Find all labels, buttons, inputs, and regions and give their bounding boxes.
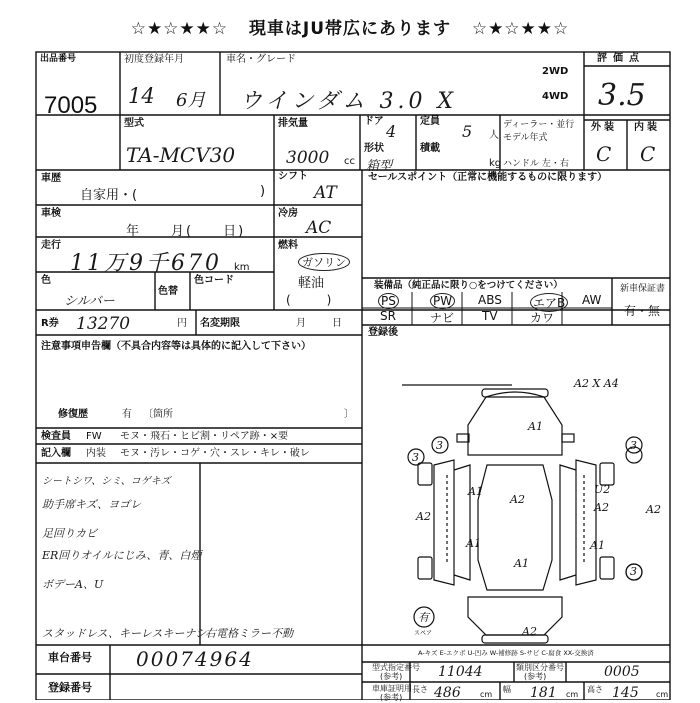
remark-2: 助手席キズ、ヨゴレ xyxy=(42,498,142,511)
aircon-label: 冷房 xyxy=(278,208,298,219)
repair-close: 〕 xyxy=(344,409,354,420)
load-unit: kg xyxy=(489,158,502,169)
tire-mark-fl: 3 xyxy=(436,439,443,452)
first-registration-label: 初度登録年月 xyxy=(124,54,184,65)
wheel-fl xyxy=(418,463,432,485)
score-value: 3.5 xyxy=(598,78,646,113)
tire-mark-rr: 3 xyxy=(630,565,637,578)
registration-number-label: 登録番号 xyxy=(48,681,92,694)
chassis-label: 車台番号 xyxy=(48,651,92,664)
equip-airbag: エアB xyxy=(530,293,568,312)
sales-point-label: セールスポイント（正常に機能するものに限ります） xyxy=(368,172,608,183)
mark-top: A2 X A4 xyxy=(574,377,619,390)
interior-label: 内装 xyxy=(634,122,660,133)
class-number-value: 0005 xyxy=(604,664,640,680)
car-name-label: 車名・グレード xyxy=(226,54,296,65)
car-front-bumper xyxy=(482,389,548,397)
tire-mark-rl: 3 xyxy=(412,451,419,464)
remark-7: 右電格ミラー不動 xyxy=(205,627,293,640)
mileage-value: 11万9千670 xyxy=(70,251,222,276)
equipment-label: 装備品（純正品に限り○をつけてください） xyxy=(374,280,563,291)
mark-front-left: A1 xyxy=(468,485,483,498)
width-value: 181 xyxy=(530,685,557,701)
spare-label: スペア xyxy=(414,630,433,637)
fuel-label: 燃料 xyxy=(278,240,298,251)
repair-label: 修復歴 xyxy=(58,409,88,420)
entry-number-label: 出品番号 xyxy=(40,54,77,64)
doors-value: 4 xyxy=(386,122,397,141)
fuel-light-oil: 軽油 xyxy=(298,276,325,291)
repair-place: 〔箇所 xyxy=(143,409,173,420)
recycle-value: 13270 xyxy=(76,314,131,334)
interior-value: C xyxy=(640,142,656,166)
notes-label: 注意事項申告欄（不具合内容等は具体的に記入して下さい） xyxy=(41,341,311,352)
car-name-value: ウインダム 3.0 X xyxy=(240,89,458,114)
dims-label: 車庫証明用 xyxy=(372,684,412,693)
mark-bottom: A2 xyxy=(522,625,537,638)
model-year-label: モデル年式 xyxy=(503,133,548,143)
mark-trunk: A1 xyxy=(514,557,529,570)
score-label: 評価点 xyxy=(597,53,645,64)
handle-label: ハンドル 左・右 xyxy=(503,159,569,169)
mark-cabin: A2 xyxy=(510,493,525,506)
remark-6: スタッドレス、キーレスキーナシ xyxy=(42,627,207,640)
entry-number-value: 7005 xyxy=(44,92,98,119)
equip-leather: カワ xyxy=(530,311,555,325)
inspector-label: 検査員 xyxy=(41,431,71,442)
seats-unit: 人 xyxy=(489,130,499,141)
mark-rear-right: A1 xyxy=(590,539,605,552)
car-damage-diagram xyxy=(362,335,670,645)
history-label: 車歴 xyxy=(41,173,61,184)
remark-3: 足回りカビ xyxy=(42,527,97,540)
type-number-value: 11044 xyxy=(438,664,483,680)
mark-left: A2 xyxy=(416,510,431,523)
warranty-value: 有・無 xyxy=(624,304,661,318)
remark-4: ER回りオイルにじみ、青、白煙 xyxy=(42,549,202,562)
seats-value: 5 xyxy=(462,122,473,141)
recycle-unit: 円 xyxy=(177,318,187,329)
star-decoration-right: ☆★☆★★☆ xyxy=(471,19,570,39)
remark-5: ボデーA、U xyxy=(42,578,104,591)
mileage-label: 走行 xyxy=(41,240,61,251)
inspection-label: 車検 xyxy=(41,208,61,219)
first-registration-month: 6月 xyxy=(176,90,206,111)
equip-aw: AW xyxy=(582,293,602,307)
car-top-outline xyxy=(468,392,562,455)
color-value: シルバー xyxy=(64,294,115,309)
record-naisou: 内装 xyxy=(86,448,106,459)
right-mirror xyxy=(562,434,574,442)
recycle-label: R券 xyxy=(41,318,59,329)
dims-sub: (参考) xyxy=(380,693,403,702)
dealer-label: ディーラー・並行 xyxy=(503,120,575,130)
record-items: モヌ・汚レ・コゲ・穴・スレ・キレ・破レ xyxy=(120,448,310,459)
history-value: 自家用・( xyxy=(80,188,138,203)
car-cabin xyxy=(478,465,552,590)
shape-value: 箱型 xyxy=(366,159,393,174)
chassis-value: 00074964 xyxy=(136,647,254,671)
fuel-gasoline: ガソリン xyxy=(298,253,350,271)
equip-abs: ABS xyxy=(478,293,502,307)
header-title: 現車はJU帯広にあります xyxy=(248,19,452,39)
exterior-label: 外装 xyxy=(591,122,617,133)
type-number-sub: (参考) xyxy=(380,672,403,681)
remark-1: シートシワ、シミ、コゲキズ xyxy=(42,476,171,487)
wheel-rr xyxy=(600,557,614,579)
registered-label: 登録後 xyxy=(368,327,398,338)
seats-label: 定員 xyxy=(420,116,440,127)
class-number-sub: (参考) xyxy=(524,672,547,681)
model-label: 型式 xyxy=(124,118,144,129)
name-change-value: 月 日 xyxy=(296,318,344,329)
length-unit: cm xyxy=(480,690,493,699)
equip-tv: TV xyxy=(482,309,498,323)
shift-label: シフト xyxy=(278,171,308,182)
width-unit: cm xyxy=(566,690,579,699)
load-label: 積載 xyxy=(420,143,440,154)
displacement-unit: cc xyxy=(344,156,355,167)
length-label: 長さ xyxy=(412,685,428,694)
record-label: 記入欄 xyxy=(41,448,71,459)
width-label: 幅 xyxy=(503,685,511,694)
inspection-value: 年 月( 日) xyxy=(126,224,246,239)
left-mirror xyxy=(457,434,469,442)
color-code-label: 色コード xyxy=(194,275,234,286)
shift-value: AT xyxy=(314,183,337,203)
history-close: ) xyxy=(260,184,266,199)
drive-4wd: 4WD xyxy=(542,91,569,102)
equip-sr: SR xyxy=(380,309,396,323)
mark-right-door-rear: A2 xyxy=(594,501,609,514)
height-label: 高さ xyxy=(587,685,603,694)
drive-2wd: 2WD xyxy=(542,66,569,77)
star-decoration-left: ☆★☆★★☆ xyxy=(130,19,229,39)
mileage-unit: km xyxy=(234,262,250,273)
repair-value: 有 xyxy=(122,409,132,420)
wheel-rl xyxy=(418,557,432,579)
tire-mark-fr: 3 xyxy=(630,439,637,452)
class-number-label: 類別区分番号 xyxy=(516,663,564,672)
mark-roof: A1 xyxy=(528,420,543,433)
equip-pw: PW xyxy=(430,293,455,309)
inspector-items: モヌ・飛石・ヒビ割・リペア跡・×要 xyxy=(120,431,289,442)
equip-navi: ナビ xyxy=(430,311,455,325)
equip-ps: PS xyxy=(378,293,399,309)
height-unit: cm xyxy=(656,690,669,699)
warranty-label: 新車保証書 xyxy=(620,284,666,294)
color-change-label: 色替 xyxy=(158,286,178,297)
length-value: 486 xyxy=(434,685,461,701)
name-change-label: 名変期限 xyxy=(200,318,240,329)
car-left-side xyxy=(434,460,454,585)
shape-label: 形状 xyxy=(364,143,384,154)
damage-legend: A-キズ E-エクボ U-凹み W-補修跡 S-サビ C-腐食 XX-交換済 xyxy=(418,649,594,657)
inspector-fw: FW xyxy=(86,431,102,442)
type-number-label: 型式指定番号 xyxy=(372,663,420,672)
displacement-label: 排気量 xyxy=(278,118,308,129)
spare-value: 有 xyxy=(418,611,429,624)
car-rear-outline xyxy=(468,597,562,635)
color-label: 色 xyxy=(41,275,51,286)
exterior-value: C xyxy=(596,142,612,166)
mark-right: A2 xyxy=(646,503,661,516)
wheel-fr xyxy=(600,463,614,485)
aircon-value: AC xyxy=(306,218,332,238)
mark-rear-left: A1 xyxy=(466,537,481,550)
first-registration-year: 14 xyxy=(128,84,155,108)
model-value: TA-MCV30 xyxy=(126,143,236,167)
displacement-value: 3000 xyxy=(286,148,330,168)
height-value: 145 xyxy=(612,685,639,701)
fuel-parens: ( ) xyxy=(286,293,332,307)
doors-label: ドア xyxy=(364,116,384,127)
car-right-side xyxy=(576,460,596,585)
mark-right-door-front: U2 xyxy=(594,483,611,496)
